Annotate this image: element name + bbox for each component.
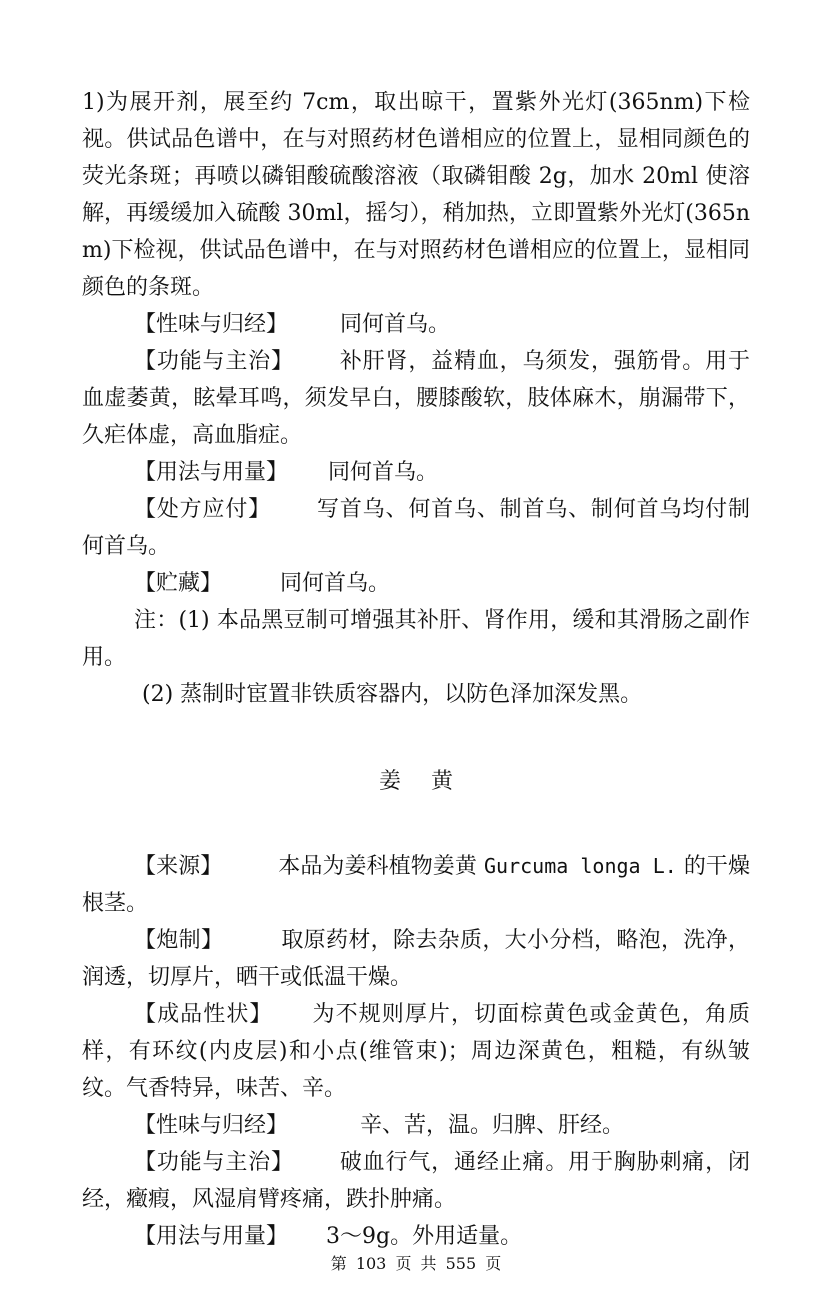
entry-label: 【处方应付】 xyxy=(134,497,271,522)
entry-processing xyxy=(82,922,750,996)
entry-text: 同何首乌。 xyxy=(280,571,391,596)
entry-label: 【性味与归经】 xyxy=(134,1113,289,1138)
entry-usage-dosage-2 xyxy=(82,1218,750,1255)
tlc-paragraph: 1)为展开剂，展至约 7cm，取出晾干，置紫外光灯(365nm)下检视。供试品色谱中，在与对照药材色谱相应的位置上，显相同颜色的荧光条斑；再喷以磷钼酸硫酸溶液（取磷钼酸 2g，加水 20ml 使溶解，再缓缓加入硫酸 30ml，摇匀），稍加热，立即置紫外光灯(365nm)下检视，供试品色谱中，在与对照药材色谱相应的位置上，显相同颜色的条斑。 xyxy=(82,90,750,300)
entry-label: 【成品性状】 xyxy=(134,1002,273,1027)
entry-text: 补肝肾，益精血，乌须发，强筋骨。用于血虚萎黄，眩晕耳鸣，须发早白，腰膝酸软，肢体麻木，崩漏带下，久疟体虚，高血脂症。 xyxy=(82,349,750,448)
entry-function-indication-2 xyxy=(82,1144,750,1218)
page-content xyxy=(82,84,750,1255)
entry-label: 【功能与主治】 xyxy=(134,349,294,374)
latin-name: Gurcuma longa L. xyxy=(483,854,677,878)
entry-prescription xyxy=(82,491,750,565)
page-footer: 第 103 页 共 555 页 xyxy=(330,1254,502,1273)
entry-text: 的干燥根茎。 xyxy=(82,854,750,916)
entry-label: 【贮藏】 xyxy=(134,571,223,596)
entry-text: 为不规则厚片，切面棕黄色或金黄色，角质样，有环纹(内皮层)和小点(维管束)；周边深黄色，粗糙，有纵皱纹。气香特异，味苦、辛。 xyxy=(82,1002,750,1101)
entry-label: 【功能与主治】 xyxy=(134,1150,294,1175)
entry-taste-meridian xyxy=(82,306,750,343)
entry-text: 辛、苦，温。归脾、肝经。 xyxy=(360,1113,625,1138)
entry-text: 同何首乌。 xyxy=(328,460,439,485)
note-1: 注：(1) 本品黑豆制可增强其补肝、肾作用，缓和其滑肠之副作用。 xyxy=(82,608,750,670)
entry-label: 【来源】 xyxy=(134,854,223,879)
entry-product-character xyxy=(82,996,750,1107)
entry-storage xyxy=(82,565,750,602)
entry-usage-dosage xyxy=(82,454,750,491)
entry-taste-meridian-2 xyxy=(82,1107,750,1144)
section-title: 姜黄 xyxy=(378,769,483,794)
entry-source xyxy=(82,848,750,922)
entry-text: 3～9g。外用适量。 xyxy=(326,1224,523,1249)
entry-label: 【炮制】 xyxy=(134,928,224,953)
entry-function-indication xyxy=(82,343,750,454)
entry-text: 破血行气，通经止痛。用于胸胁刺痛，闭经，癥瘕，风湿肩臂疼痛，跌扑肿痛。 xyxy=(82,1150,750,1212)
entry-label: 【性味与归经】 xyxy=(134,312,289,337)
entry-label: 【用法与用量】 xyxy=(134,460,289,485)
entry-text: 取原药材，除去杂质，大小分档，略泡，洗净，润透，切厚片，晒干或低温干燥。 xyxy=(82,928,750,990)
entry-text: 同何首乌。 xyxy=(340,312,451,337)
entry-text: 本品为姜科植物姜黄 xyxy=(278,854,484,879)
note-2: (2) 蒸制时宦置非铁质容器内，以防色泽加深发黑。 xyxy=(142,682,643,707)
entry-label: 【用法与用量】 xyxy=(134,1224,289,1249)
entry-text: 写首乌、何首乌、制首乌、制何首乌均付制何首乌。 xyxy=(82,497,750,559)
